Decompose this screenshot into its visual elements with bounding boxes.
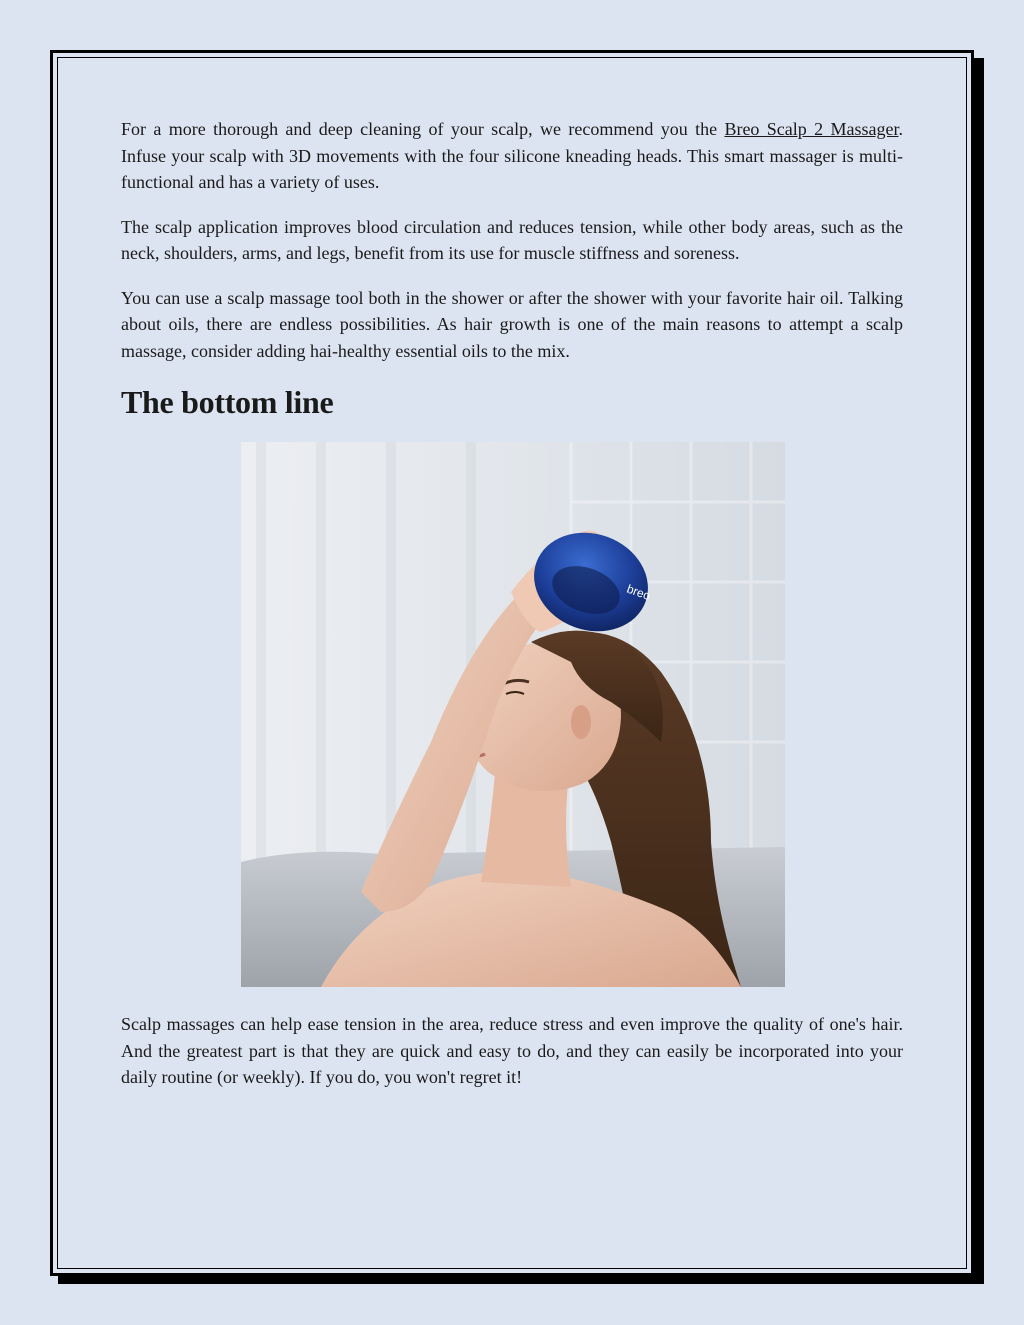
breo-scalp-massager-link[interactable]: Breo Scalp 2 Massager [724, 119, 899, 139]
paragraph-blood-circulation: The scalp application improves blood circulation and reduces tension, while other body areas, such as the neck, shoulders, arms, and legs, benefit from its use for muscle stiffness and soreness. [121, 216, 903, 263]
paragraph-shower-oils: You can use a scalp massage tool both in the shower or after the shower with your favorite hair oil. Talking about oils, there are endless possibilities. As hair growth is one of the main reasons to attempt a scalp massage, consider adding hai-healthy essential oils to the mix. [121, 287, 903, 361]
paragraph-breo-recommendation [121, 116, 903, 196]
article-body [121, 116, 903, 1109]
paragraph-text: . Infuse your scalp with 3D movements with the four silicone kneading heads. This smart massager is multi-functional and has a variety of uses. [121, 119, 903, 192]
paragraph-conclusion: Scalp massages can help ease tension in the area, reduce stress and even improve the quality of one's hair. And the greatest part is that they are quick and easy to do, and they can easily be incorporated into your daily routine (or weekly). If you do, you won't regret it! [121, 1014, 903, 1087]
section-heading-bottom-line: The bottom line [121, 384, 334, 420]
paragraph-text: For a more thorough and deep cleaning of your scalp, we recommend you the [121, 119, 725, 139]
breo-logo: breo [624, 581, 653, 604]
woman-using-scalp-massager-photo [241, 442, 785, 987]
